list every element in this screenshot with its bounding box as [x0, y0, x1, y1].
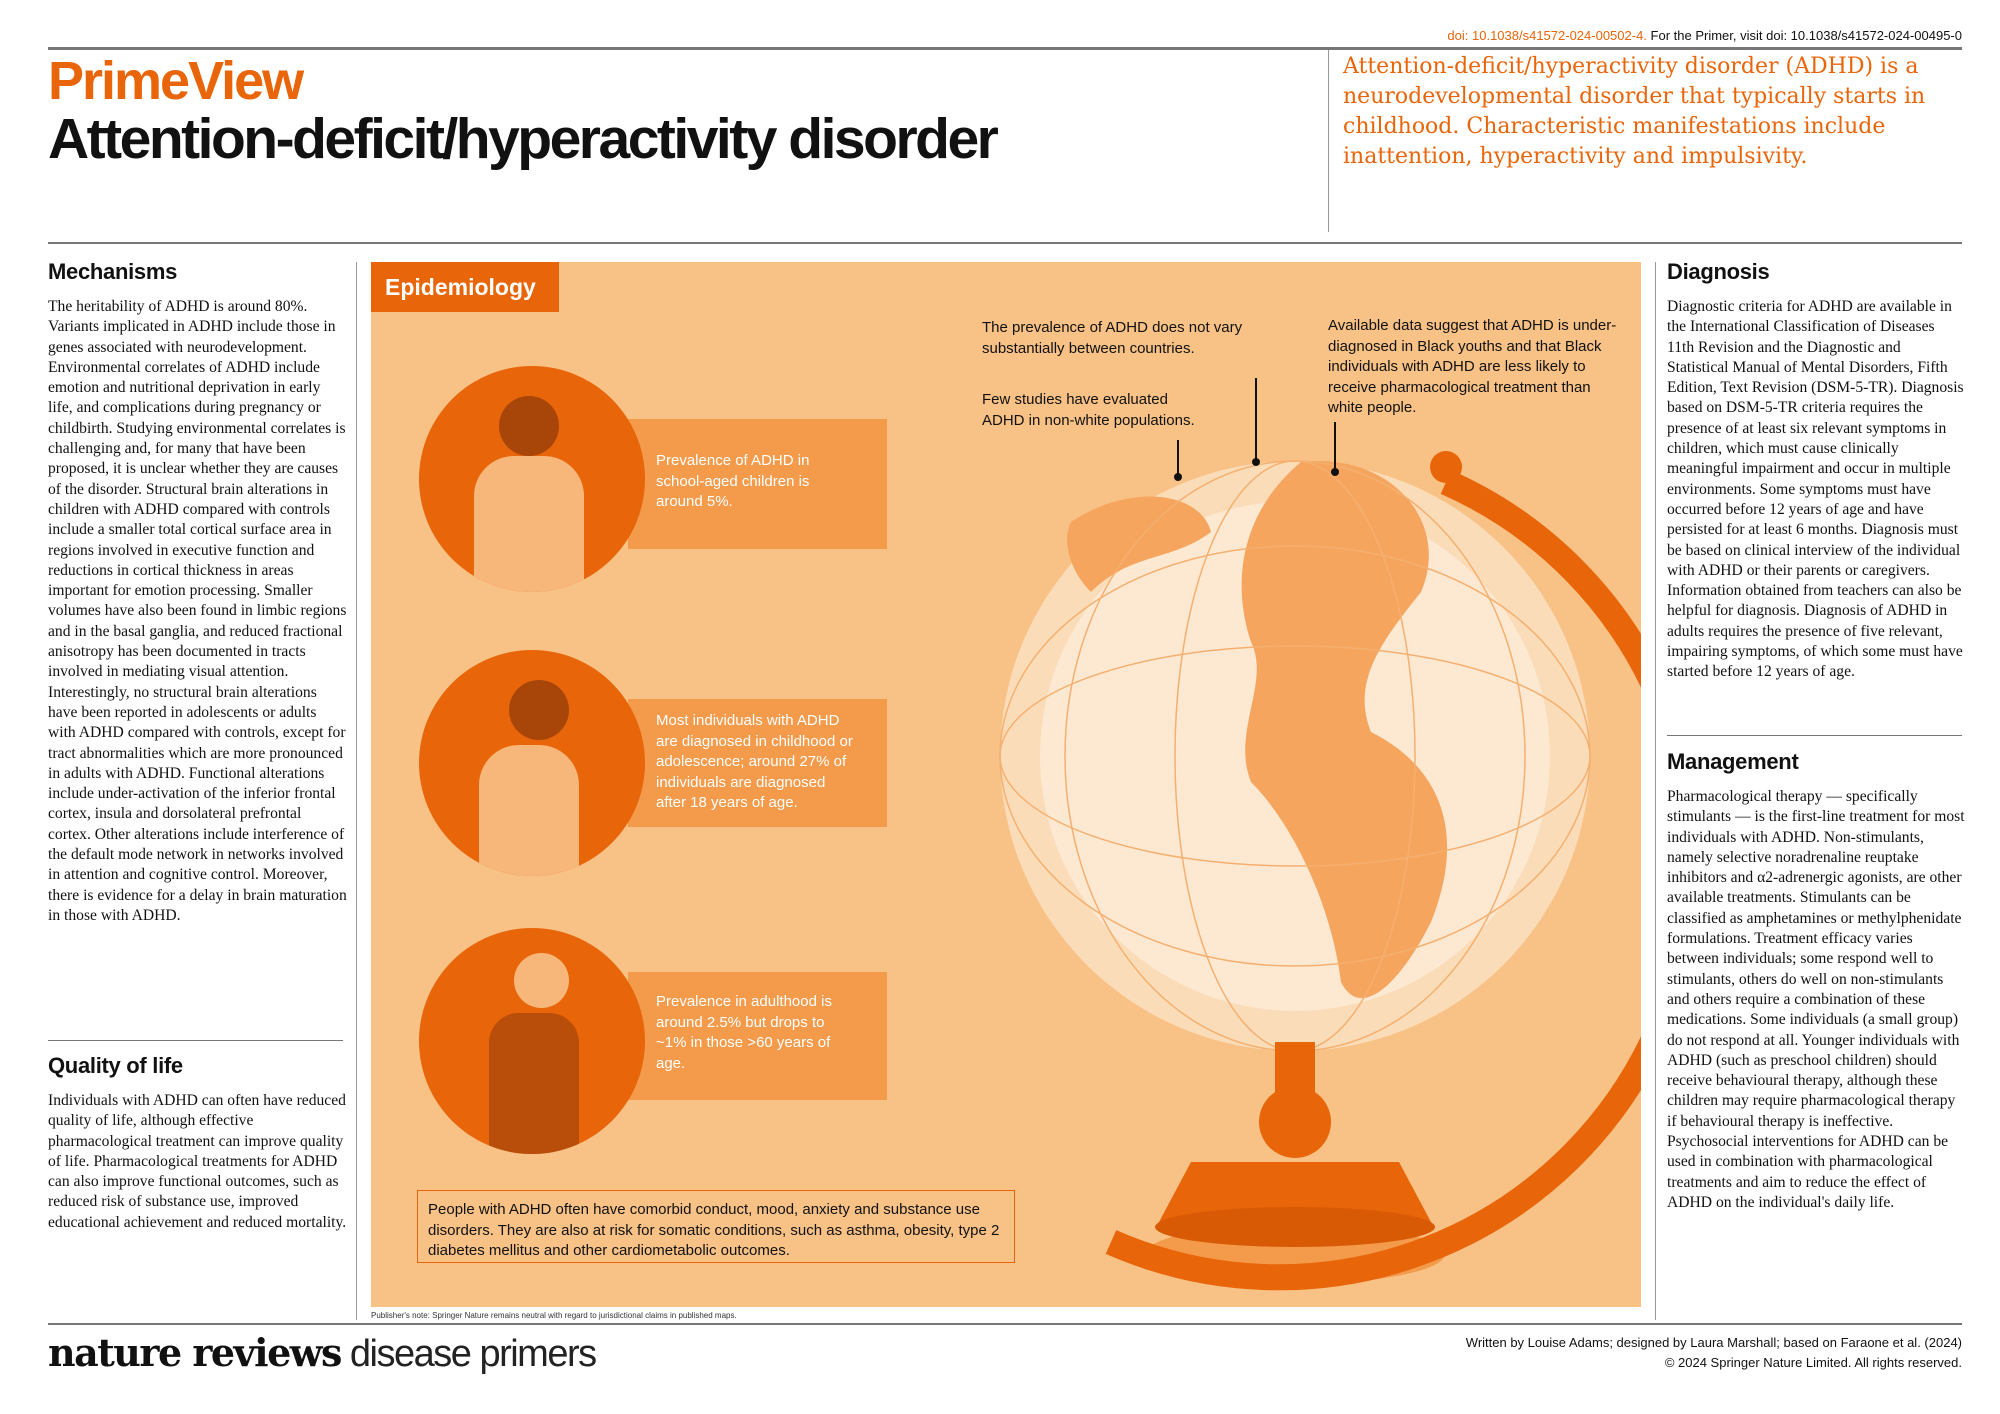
mechanisms-body: The heritability of ADHD is around 80%. Variants implicated in ADHD include those in genes associated with neurodevelopment. Environmental correlates of ADHD include emotion and nutritional deprivation in early life, and complications during pregnancy or childbirth. Studying environmental correlates is challenging and, for many that have been proposed, it is unclear whether they are causes of the disorder. Structural brain alterations in children with ADHD compared with controls include a smaller total cortical surface area in regions involved in executive function and reductions in cortical thickness in areas important for emotion processing. Smaller volumes have also been found in limbic regions and in the basal ganglia, and reduced fractional anisotropy has been documented in tracts involved in mediating visual attention. Interestingly, no structural brain alterations have been reported in adolescents or adults with ADHD compared with controls, except for tract abnormalities which are more pronounced in adults with ADHD. Functional alterations include under-activation of the inferior frontal cortex, insula and dorsolateral prefrontal cortex. Other alterations include interference of the default mode network in networks involved in attention and cognitive control. Moreover, there is evidence for a delay in brain maturation in those with ADHD.	[48, 298, 347, 924]
teen-phone-icon	[419, 650, 645, 876]
credits	[1466, 1333, 1962, 1373]
publisher-note: Publisher's note: Springer Nature remains neutral with regard to jurisdictional claims in published maps.	[371, 1311, 737, 1320]
quality-body: Individuals with ADHD can often have reduced quality of life, although effective pharmacological treatment can improve quality of life. Pharmacological treatments for ADHD can also improve functional outcomes, such as reduced risk of substance use, improved educational achievement and reduced mortality.	[48, 1092, 347, 1231]
doi-line	[1447, 28, 1962, 43]
diagnosis-heading: Diagnosis	[1667, 259, 1770, 284]
lede: Attention-deficit/hyperactivity disorder (ADHD) is a neurodevelopmental disorder that typically starts in childhood. Characteristic manifestations include inattention, hyperactivity and impulsivity.	[1343, 54, 1926, 169]
nature-reviews-logo: nature reviews disease primers	[48, 1330, 596, 1375]
copyright: © 2024 Springer Nature Limited. All rights reserved.	[1664, 1355, 1962, 1370]
globe-top-cap	[1430, 451, 1462, 483]
callout-black-youths: Available data suggest that ADHD is under-diagnosed in Black youths and that Black individuals with ADHD are less likely to receive pharmacological treatment than white people.	[1328, 317, 1617, 416]
globe-stand-knob	[1259, 1086, 1331, 1158]
fact-diagnosis-age: Most individuals with ADHD are diagnosed in childhood or adolescence; around 27% of individuals are diagnosed after 18 years of age.	[628, 699, 887, 827]
management-body: Pharmacological therapy — specifically stimulants — is the first-line treatment for most individuals with ADHD. Non-stimulants, namely selective noradrenaline reuptake inhibitors and α2-adrenergic agonists, are other available treatments. Stimulants can be classified as amphetamines or methylphenidate formulations. Treatment efficacy varies between individuals; some respond well to stimulants, others do well on non-stimulants and others require a combination of these medications. Some individuals (a small group) do not respond at all. Younger individuals with ADHD (such as preschool children) should receive behavioural therapy, although these children may require pharmacological therapy if behavioural therapy is ineffective. Psychosocial interventions for ADHD can be used in combination with pharmacological treatments and aim to reduce the effect of ADHD on the individual's daily life.	[1667, 788, 1965, 1211]
primer-doi: For the Primer, visit doi: 10.1038/s41572-024-00495-0	[1646, 28, 1962, 43]
adult-running-icon	[419, 928, 645, 1154]
mechanisms-heading: Mechanisms	[48, 259, 178, 284]
callout-line	[1177, 440, 1179, 477]
callout-line	[1255, 378, 1257, 462]
fact-children: Prevalence of ADHD in school-aged children is around 5%.	[628, 419, 887, 549]
left-divider	[48, 1040, 343, 1041]
header-divider	[1328, 50, 1329, 232]
fact-adulthood: Prevalence in adulthood is around 2.5% but drops to ~1% in those >60 years of age.	[628, 972, 887, 1100]
right-divider	[1667, 735, 1962, 736]
credits-line: Written by Louise Adams; designed by Laura Marshall; based on Faraone et al. (2024)	[1465, 1335, 1962, 1350]
diagnosis-body: Diagnostic criteria for ADHD are available in the International Classification of Diseases 11th Revision and the Diagnostic and Statistical Manual of Mental Disorders, Fifth Edition, Text Revision (DSM-5-TR). Diagnosis based on DSM-5-TR criteria requires the presence of at least six relevant symptoms in children, which must cause clinically meaningful impairment and occur in multiple environments. Some symptoms must have occurred before 12 years of age and have persisted for at least 6 months. Diagnosis must be based on clinical interview of the individual with ADHD or their parents or caregivers. Information obtained from teachers can also be helpful for diagnosis. Diagnosis of ADHD in adults requires the presence of five relevant, impairing symptoms, of which some must have started before 12 years of age.	[1667, 298, 1964, 681]
quality-heading: Quality of life	[48, 1053, 183, 1078]
page-title: Attention-deficit/hyperactivity disorder	[48, 107, 997, 171]
top-rule	[48, 47, 1962, 50]
callout-line	[1334, 422, 1336, 472]
epidemiology-tag: Epidemiology	[371, 262, 559, 312]
comorbidity-note: People with ADHD often have comorbid conduct, mood, anxiety and substance use disorders. They are also at risk for somatic conditions, such as asthma, obesity, type 2 diabetes mellitus and other cardiometabolic outcomes.	[417, 1190, 1015, 1263]
right-column-divider	[1655, 262, 1656, 1320]
callout-nonwhite: Few studies have evaluated ADHD in non-white populations.	[982, 391, 1195, 429]
doi-link[interactable]: doi: 10.1038/s41572-024-00502-4.	[1447, 28, 1647, 43]
brand-title: PrimeView	[48, 51, 303, 111]
left-column-divider	[356, 262, 357, 1320]
callout-countries: The prevalence of ADHD does not vary substantially between countries.	[982, 319, 1243, 357]
child-backpack-icon	[419, 366, 645, 592]
management-heading: Management	[1667, 749, 1799, 774]
header-rule	[48, 242, 1962, 244]
footer-rule	[48, 1323, 1962, 1325]
epidemiology-panel	[371, 262, 1641, 1307]
